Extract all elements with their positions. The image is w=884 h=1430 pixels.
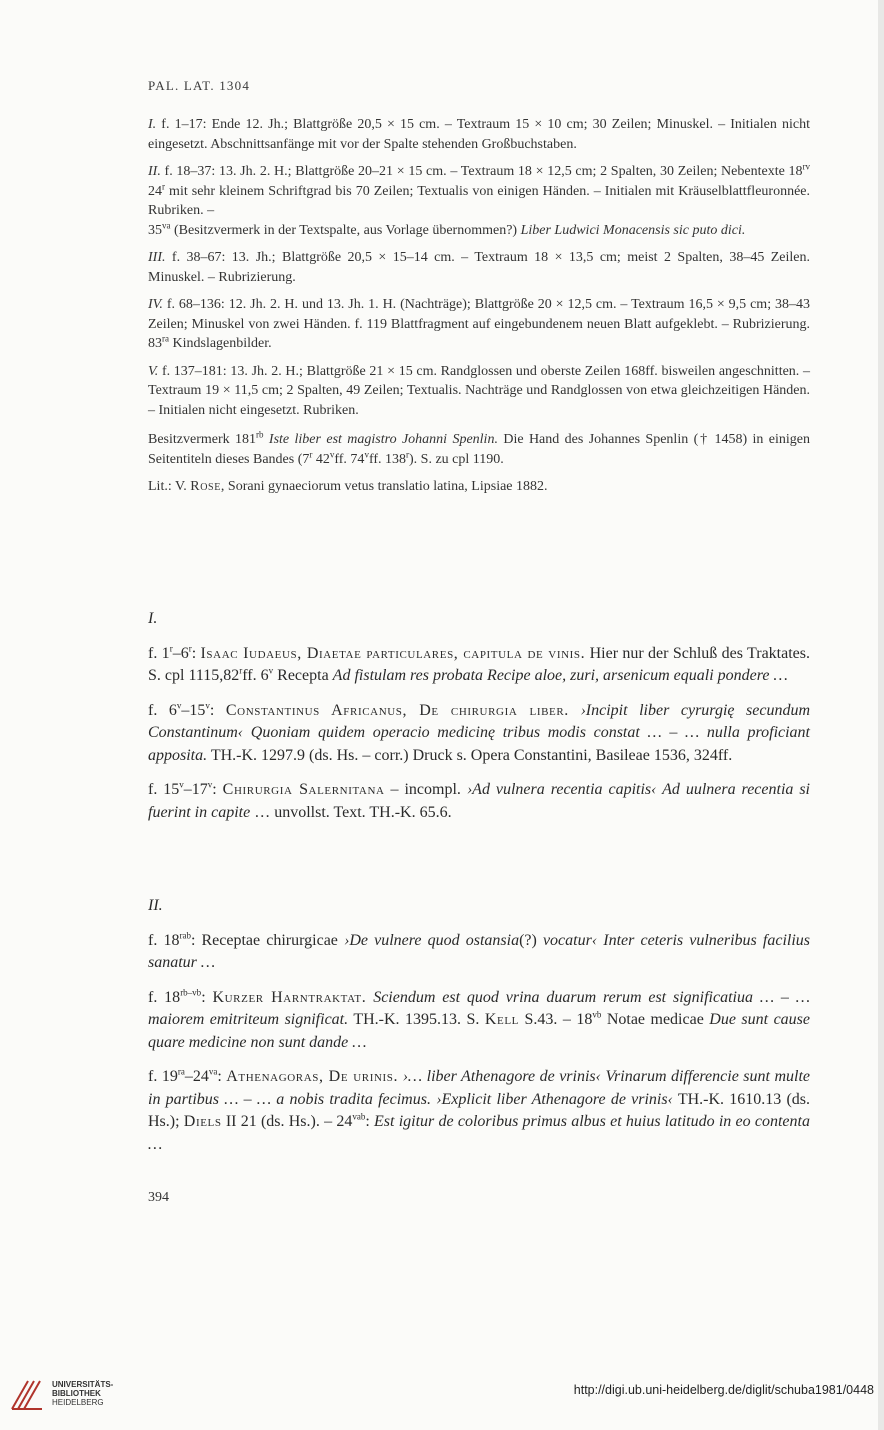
page-number: 394	[148, 1190, 169, 1205]
description-paragraph: V. f. 137–181: 13. Jh. 2. H.; Blattgröße 21 × 15 cm. Randglossen und oberste Zeilen 168ff. bisweilen angeschnitten. – Textraum 19 × 11,5 cm; 2 Spalten, 49 Zeilen; Textualis. Nachträge und Randglossen von etwa gleichzeitigen Händen. – Initialen nicht eingesetzt. Rubriken.	[148, 363, 810, 418]
contents-section-2	[148, 895, 810, 1156]
content-entry: f. $18^{rab}$: Receptae chirurgicae ›De vulnere quod ostansia(?) vocatur‹ Inter ceteris vulneribus facilius sanatur …	[148, 930, 811, 971]
page-header: PAL. LAT. 1304	[148, 78, 251, 93]
section-label: II.	[148, 897, 163, 914]
literature-note: Lit.: V. Rose, Sorani gynaeciorum vetus translatio latina, Lipsiae 1882.	[148, 479, 548, 494]
page-edge	[878, 0, 884, 1430]
ownership-note: Besitzvermerk $181^{rb}$ Iste liber est magistro Johanni Spenlin. Die Hand des Johannes Spenlin († 1458) in einigen Seitentiteln dieses Bandes (7$^r$ 42$^v$ff. 74$^v$ff. 138$^r$). S. zu cpl 1190.	[148, 429, 810, 467]
description-paragraph: IV. f. 68–136: 12. Jh. 2. H. und 13. Jh. 1. H. (Nachträge); Blattgröße 20 × 12,5 cm. – Textraum 16,5 × 9,5 cm; 38–43 Zeilen; Minuskel von zwei Händen. f. 119 Blattfragment auf eingebundenem neuen Blatt aufgeklebt. – Rubrizierung. $83^{ra}$ Kindslagenbilder.	[148, 297, 810, 351]
library-logo-text: UNIVERSITÄTS- BIBLIOTHEK HEIDELBERG	[52, 1380, 114, 1407]
source-url-link[interactable]: http://digi.ub.uni-heidelberg.de/diglit/schuba1981/0448	[573, 1383, 874, 1397]
section-label: I.	[148, 610, 158, 627]
description-paragraph: III. f. 38–67: 13. Jh.; Blattgröße 20,5 × 15–14 cm. – Textraum 18 × 13,5 cm; meist 2 Spalten, 38–45 Zeilen. Minuskel. – Rubrizierung.	[148, 250, 810, 285]
content-entry: f. 6$^v$–15$^v$: Constantinus Africanus, De chirurgia liber. ›Incipit liber cyrurgię secundum Constantinum‹ Quoniam quidem operacio medicinę tribus modis constat … – … nulla proficiant apposita. TH.-K. 1297.9 (ds. Hs. – corr.) Druck s. Opera Constantini, Basileae 1536, 324ff.	[148, 700, 811, 764]
description-paragraph: I. f. 1–17: Ende 12. Jh.; Blattgröße 20,5 × 15 cm. – Textraum 15 × 10 cm; 30 Zeilen; Minuskel. – Initialen nicht eingesetzt. Abschnittsanfänge mit vor der Spalte stehenden Großbuchstaben.	[148, 117, 810, 152]
contents-section-1	[148, 608, 810, 824]
content-entry: f. $18^{rb-vb}$: Kurzer Harntraktat. Sciendum est quod vrina duarum rerum est significatiua … – … maiorem emitriteum significat. TH.-K. 1395.13. S. Kell S.43. – $18^{vb}$ Notae medicae Due sunt cause quare medicine non sunt dande …	[148, 987, 810, 1051]
description-paragraph: II. f. 18–37: 13. Jh. 2. H.; Blattgröße 20–21 × 15 cm. – Textraum 18 × 12,5 cm; 2 Spalten, 30 Zeilen; Nebentexte $18^{rv}$ 24$^r$ mit sehr kleinem Schriftgrad bis 70 Zeilen; Textualis von einigen Händen. – Initialen mit Kräuselblattfleuronnée. Rubriken. – $35^{va}$ (Besitzvermerk in der Textspalte, aus Vorlage übernommen?) Liber Ludwici Monacensis sic puto dici.	[148, 161, 810, 238]
content-entry: f. 15$^v$–17$^v$: Chirurgia Salernitana – incompl. ›Ad vulnera recentia capitis‹ Ad uulnera recentia si fuerint in capite … unvollst. Text. TH.-K. 65.6.	[148, 779, 811, 821]
codex-description	[148, 115, 810, 505]
content-entry: f. $19^{ra}-24^{va}$: Athenagoras, De urinis. ›… liber Athenagore de vrinis‹ Vrinarum differencie sunt multe in partibus … – … a nobis tradita fecimus. ›Explicit liber Athenagore de vrinis‹ TH.-K. 1610.13 (ds. Hs.); Diels II 21 (ds. Hs.). – $24^{vab}$: Est igitur de coloribus primus albus et huius latitudo in eo contenta …	[148, 1066, 811, 1153]
content-entry: f. 1$^r$–6$^r$: Isaac Iudaeus, Diaetae particulares, capitula de vinis. Hier nur der Schluß des Traktates. S. cpl 1115,82$^r$ff. 6$^v$ Recepta Ad fistulam res probata Recipe aloe, zuri, arsenicum equali pondere …	[148, 643, 810, 684]
